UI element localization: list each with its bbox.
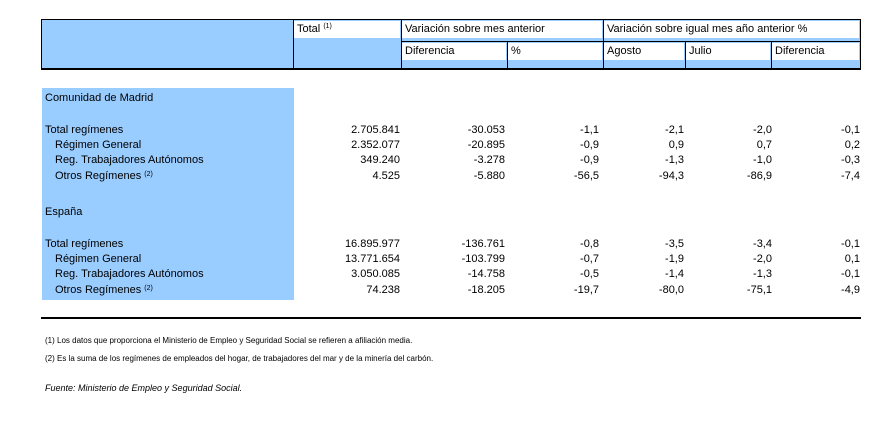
cell-agosto: -80,0 [658, 284, 684, 296]
row-label-text: Otros Regímenes [55, 284, 142, 296]
header-divider [293, 19, 294, 69]
cell-diferencia2: -7,4 [841, 170, 860, 182]
cell-diferencia: -20.895 [467, 139, 505, 151]
cell-total: 13.771.654 [344, 253, 400, 265]
cell-diferencia2: 0,1 [844, 253, 860, 265]
cell-total: 3.050.085 [351, 268, 400, 280]
cell-diferencia: -14.758 [467, 268, 505, 280]
cell-pct: -1,1 [580, 124, 599, 136]
cell-pct: -0,8 [580, 238, 599, 250]
cell-julio: 0,7 [756, 139, 772, 151]
table-bottom-border [41, 317, 861, 319]
cell-total: 4.525 [372, 170, 400, 182]
cell-pct: -19,7 [573, 284, 599, 296]
header-pct: % [508, 43, 602, 60]
cell-agosto: -2,1 [665, 124, 684, 136]
cell-diferencia2: -0,1 [841, 124, 860, 136]
cell-pct: -56,5 [573, 170, 599, 182]
cell-pct: -0,5 [580, 268, 599, 280]
table-row [0, 138, 895, 153]
cell-total: 349.240 [360, 154, 400, 166]
table-row [0, 153, 895, 168]
header-corner [41, 19, 293, 68]
cell-diferencia2: -0,1 [841, 268, 860, 280]
header-var-mes-anterior: Variación sobre mes anterior [402, 21, 602, 38]
cell-pct: -0,7 [580, 253, 599, 265]
footnote-1: (1) Los datos que proporciona el Ministerio de Empleo y Seguridad Social se refieren a afiliación media. [45, 336, 413, 345]
cell-agosto: -94,3 [658, 170, 684, 182]
header-var-igual-mes: Variación sobre igual mes año anterior % [604, 21, 859, 38]
cell-diferencia2: -0,3 [841, 154, 860, 166]
cell-diferencia: -5.880 [473, 170, 505, 182]
cell-diferencia: -136.761 [461, 238, 505, 250]
cell-diferencia2: -0,1 [841, 238, 860, 250]
header-divider [685, 41, 686, 69]
footnote-2: (2) Es la suma de los regímenes de empleados del hogar, de trabajadores del mar y de la minería del carbón. [45, 354, 434, 363]
row-label: Régimen General [55, 253, 142, 265]
cell-total: 2.705.841 [351, 124, 400, 136]
header-bottom-border [41, 68, 861, 70]
row-label: Reg. Trabajadores Autónomos [55, 268, 204, 280]
header-left-border [41, 19, 42, 69]
cell-diferencia: -18.205 [467, 284, 505, 296]
cell-agosto: -1,9 [665, 253, 684, 265]
cell-julio: -1,0 [753, 154, 772, 166]
header-agosto: Agosto [604, 43, 684, 60]
row-label: Total regímenes [45, 124, 124, 136]
header-divider [603, 19, 604, 69]
cell-total: 2.352.077 [351, 139, 400, 151]
cell-julio: -2,0 [753, 124, 772, 136]
header-divider [401, 19, 402, 69]
table-row [0, 252, 895, 267]
row-label: Total regímenes [45, 238, 124, 250]
cell-julio: -75,1 [746, 284, 772, 296]
source-note: Fuente: Ministerio de Empleo y Seguridad Social. [45, 383, 243, 393]
cell-julio: -2,0 [753, 253, 772, 265]
header-julio: Julio [686, 43, 770, 60]
cell-total: 74.238 [366, 284, 400, 296]
table-row [0, 267, 895, 282]
row-label [55, 169, 153, 184]
cell-julio: -1,3 [753, 268, 772, 280]
cell-agosto: -3,5 [665, 238, 684, 250]
cell-pct: -0,9 [580, 139, 599, 151]
row-label [55, 283, 153, 298]
header-mid-line [401, 41, 861, 42]
cell-total: 16.895.977 [344, 238, 400, 250]
cell-diferencia: -103.799 [461, 253, 505, 265]
cell-diferencia: -30.053 [467, 124, 505, 136]
cell-diferencia: -3.278 [473, 154, 505, 166]
header-total [294, 21, 400, 38]
table-row [0, 283, 895, 298]
cell-diferencia2: 0,2 [844, 139, 860, 151]
cell-diferencia2: -4,9 [841, 284, 860, 296]
header-divider [771, 41, 772, 69]
section-title-madrid: Comunidad de Madrid [45, 92, 154, 104]
cell-pct: -0,9 [580, 154, 599, 166]
table-row [0, 123, 895, 138]
header-right-border [860, 19, 861, 69]
cell-agosto: 0,9 [668, 139, 684, 151]
header-divider [507, 41, 508, 69]
table-row [0, 237, 895, 252]
row-label-text: Otros Regímenes [55, 170, 142, 182]
section-title-espana: España [45, 206, 83, 218]
cell-julio: -86,9 [746, 170, 772, 182]
row-label-sup: (2) [144, 171, 153, 178]
row-label-sup: (2) [144, 285, 153, 292]
header-total-sup: (1) [323, 23, 332, 30]
table-row [0, 169, 895, 184]
cell-julio: -3,4 [753, 238, 772, 250]
header-diferencia: Diferencia [402, 43, 506, 60]
row-label: Reg. Trabajadores Autónomos [55, 154, 204, 166]
header-diferencia2: Diferencia [772, 43, 859, 60]
header-top-border [41, 19, 861, 20]
header-total-label: Total [297, 23, 321, 35]
row-label: Régimen General [55, 139, 142, 151]
cell-agosto: -1,3 [665, 154, 684, 166]
cell-agosto: -1,4 [665, 268, 684, 280]
